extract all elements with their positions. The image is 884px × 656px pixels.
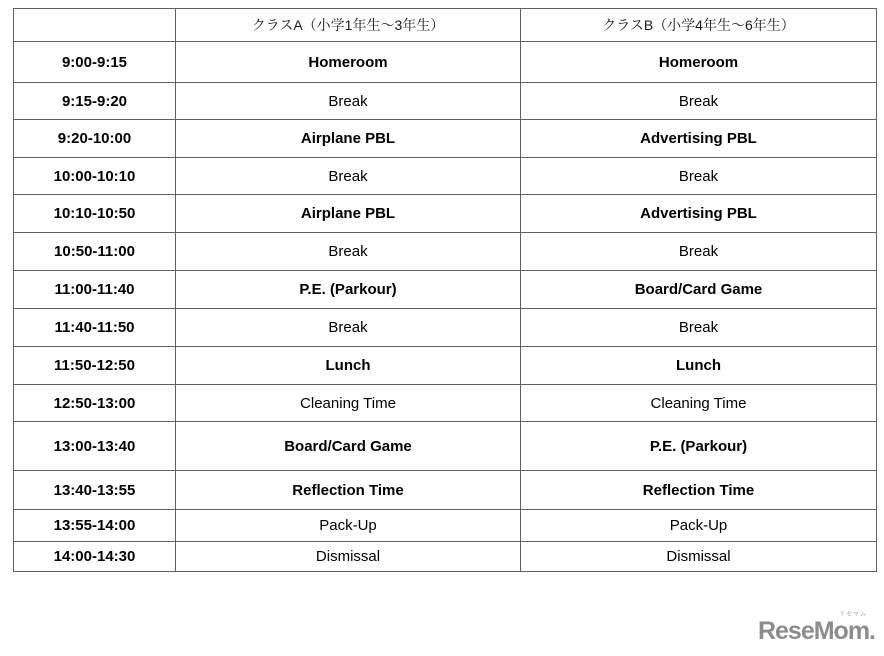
activity-cell-class-a: Lunch: [176, 347, 521, 385]
time-cell: 9:20-10:00: [14, 120, 176, 158]
class-schedule-table: [13, 8, 877, 572]
activity-cell-class-a: Airplane PBL: [176, 120, 521, 158]
table-row: [14, 83, 877, 120]
time-cell: 11:40-11:50: [14, 309, 176, 347]
table-row: [14, 510, 877, 542]
activity-cell-class-a: Airplane PBL: [176, 195, 521, 233]
time-cell: 12:50-13:00: [14, 385, 176, 422]
header-class-b: クラスB（小学4年生～6年生）: [521, 9, 877, 42]
time-cell: 11:50-12:50: [14, 347, 176, 385]
time-cell: 10:10-10:50: [14, 195, 176, 233]
activity-cell-class-b: Break: [521, 233, 877, 271]
activity-cell-class-b: Pack-Up: [521, 510, 877, 542]
class-schedule-table-wrap: [13, 8, 876, 572]
activity-cell-class-b: Break: [521, 158, 877, 195]
activity-cell-class-b: Homeroom: [521, 42, 877, 83]
table-row: [14, 120, 877, 158]
time-cell: 9:00-9:15: [14, 42, 176, 83]
time-cell: 14:00-14:30: [14, 542, 176, 572]
time-cell: 11:00-11:40: [14, 271, 176, 309]
activity-cell-class-a: Break: [176, 158, 521, 195]
activity-cell-class-b: Lunch: [521, 347, 877, 385]
time-cell: 10:00-10:10: [14, 158, 176, 195]
table-row: [14, 42, 877, 83]
activity-cell-class-a: Break: [176, 83, 521, 120]
time-cell: 9:15-9:20: [14, 83, 176, 120]
table-row: [14, 385, 877, 422]
activity-cell-class-a: P.E. (Parkour): [176, 271, 521, 309]
table-row: [14, 271, 877, 309]
activity-cell-class-b: Break: [521, 309, 877, 347]
table-row: [14, 233, 877, 271]
table-row: [14, 471, 877, 510]
time-cell: 10:50-11:00: [14, 233, 176, 271]
table-row: [14, 422, 877, 471]
resemom-logo-text: ReseMom: [757, 617, 870, 645]
table-row: [14, 347, 877, 385]
activity-cell-class-a: Dismissal: [176, 542, 521, 572]
time-cell: 13:00-13:40: [14, 422, 176, 471]
table-row: [14, 195, 877, 233]
header-class-a: クラスA（小学1年生～3年生）: [176, 9, 521, 42]
activity-cell-class-a: Cleaning Time: [176, 385, 521, 422]
activity-cell-class-b: Reflection Time: [521, 471, 877, 510]
header-time-blank: [14, 9, 176, 42]
table-row: [14, 309, 877, 347]
activity-cell-class-a: Board/Card Game: [176, 422, 521, 471]
activity-cell-class-b: Break: [521, 83, 877, 120]
resemom-logo-period: .: [869, 617, 876, 645]
activity-cell-class-a: Break: [176, 309, 521, 347]
table-header-row: [14, 9, 877, 42]
resemom-logo-ruby: リセマム: [839, 612, 867, 618]
table-row: [14, 158, 877, 195]
activity-cell-class-b: Advertising PBL: [521, 120, 877, 158]
time-cell: 13:40-13:55: [14, 471, 176, 510]
table-row: [14, 542, 877, 572]
activity-cell-class-a: Reflection Time: [176, 471, 521, 510]
activity-cell-class-a: Break: [176, 233, 521, 271]
activity-cell-class-b: Board/Card Game: [521, 271, 877, 309]
time-cell: 13:55-14:00: [14, 510, 176, 542]
activity-cell-class-a: Homeroom: [176, 42, 521, 83]
activity-cell-class-b: Dismissal: [521, 542, 877, 572]
resemom-logo: [758, 612, 876, 644]
activity-cell-class-a: Pack-Up: [176, 510, 521, 542]
activity-cell-class-b: Cleaning Time: [521, 385, 877, 422]
activity-cell-class-b: Advertising PBL: [521, 195, 877, 233]
activity-cell-class-b: P.E. (Parkour): [521, 422, 877, 471]
